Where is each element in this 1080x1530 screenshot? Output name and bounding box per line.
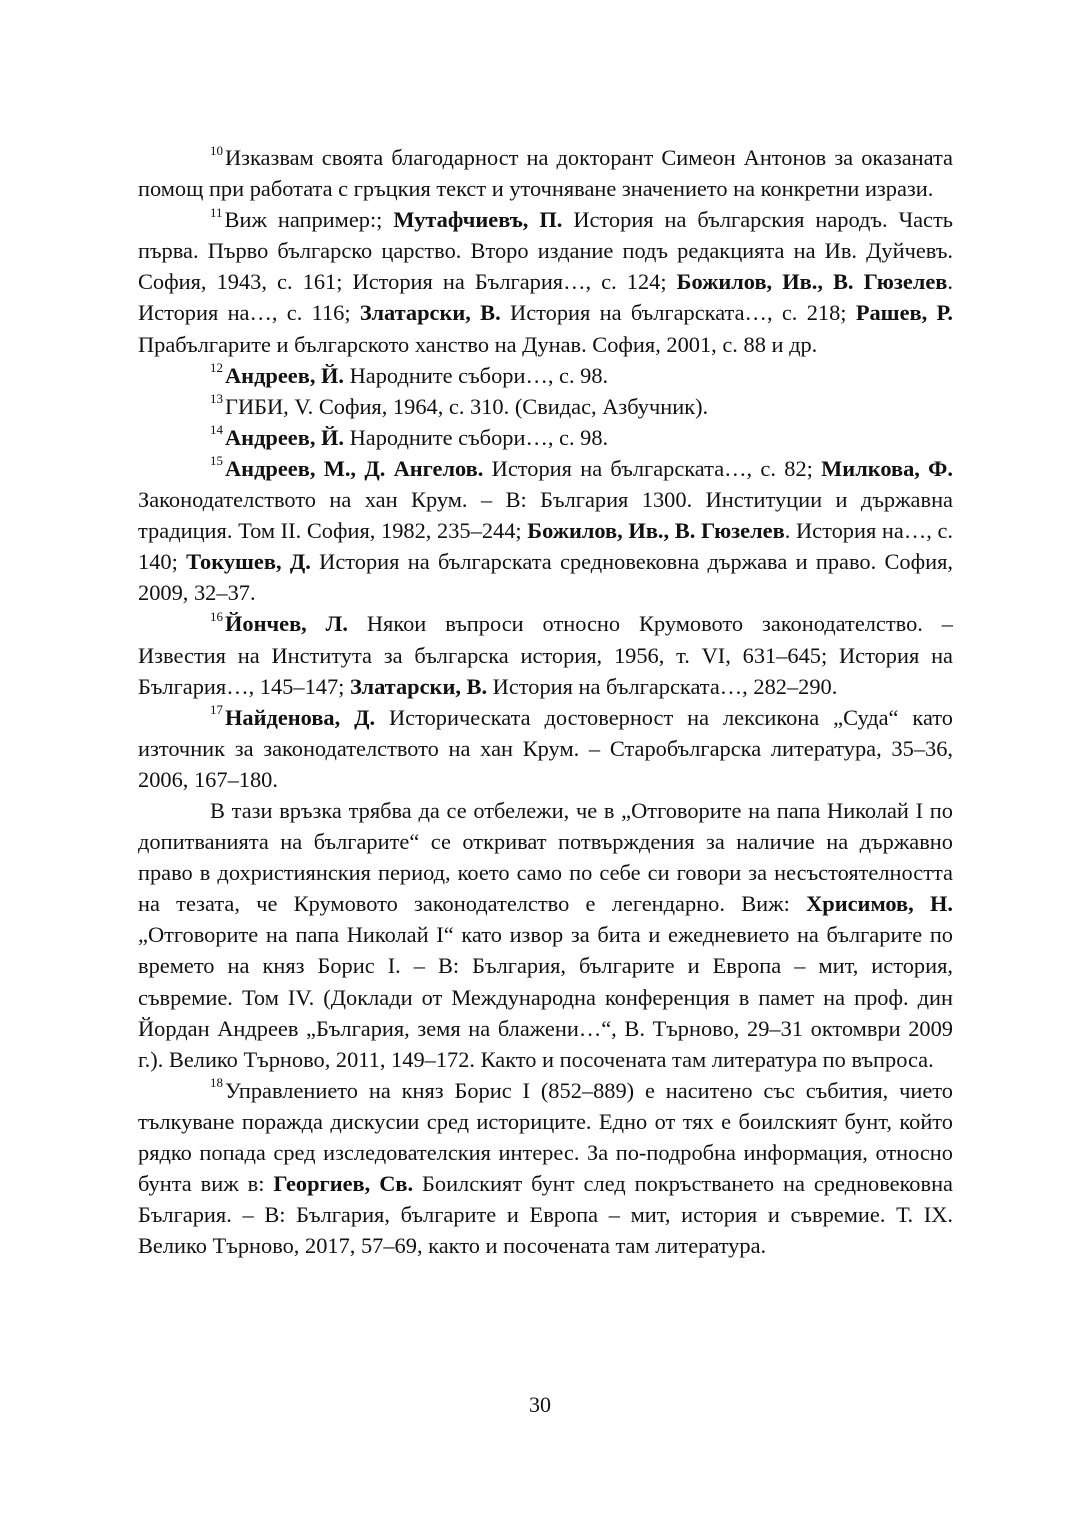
footnote-text: Народните събори…, с. 98.	[344, 424, 609, 450]
author-name: Божилов, Ив., В. Гюзелев	[676, 269, 948, 295]
footnote-number: 17	[210, 702, 223, 718]
footnote-11	[138, 204, 953, 359]
footnote-number: 18	[210, 1075, 223, 1091]
author-name: Мутафчиевъ, П.	[393, 207, 563, 233]
footnote-number: 12	[210, 360, 223, 376]
footnote-15	[138, 453, 953, 608]
author-name: Божилов, Ив., В. Гюзелев	[527, 518, 785, 544]
author-name: Милкова, Ф.	[821, 455, 953, 481]
author-name: Андреев, М., Д. Ангелов.	[225, 455, 484, 481]
page-number: 30	[529, 1392, 551, 1417]
footnote-text: Историческата достоверност на лексикона „Суда“ като източник за законодателството на хан Крум. – Старобългарска литература, 35–36, 2006, 167–180.	[138, 704, 953, 792]
footnote-17	[138, 702, 953, 795]
footnote-number: 13	[210, 391, 223, 407]
footnote-text: История на българската…, с. 218;	[500, 300, 856, 326]
footnote-text: . История на…, с. 140;	[138, 518, 953, 575]
footnote-18	[138, 1075, 953, 1262]
author-name: Андреев, Й.	[225, 362, 345, 388]
author-name: Найденова, Д.	[225, 704, 376, 730]
footnote-text: История на българския народъ. Часть първа. Първо българско царство. Второ издание подъ редакцията на Ив. Дуйчевъ. София, 1943, с. 161; История на България…, с. 124;	[138, 207, 953, 295]
footnote-number: 10	[210, 142, 223, 158]
author-name: Хрисимов, Н.	[806, 891, 953, 917]
footnotes-block	[138, 142, 953, 1261]
footnote-14	[138, 422, 953, 453]
footnote-text: В тази връзка трябва да се отбележи, че в „Отговорите на папа Николай I по допитванията на българите“ се откриват потвърждения за наличие на държавно право в дохристиянския период, което само по себе си говори за несъстоятелността на тезата, че Крумовото законодателство е легендарно. Виж:	[138, 797, 953, 917]
author-name: Токушев, Д.	[186, 549, 311, 575]
footnote-text: История на българската…, с. 82;	[483, 455, 822, 481]
footnote-number: 15	[210, 453, 223, 469]
footnote-text: История на българската…, 282–290.	[487, 673, 838, 699]
footnote-10	[138, 142, 953, 204]
author-name: Андреев, Й.	[225, 424, 345, 450]
footnote-text: Управлението на княз Борис I (852–889) е наситено със събития, чието тълкуване поражда дискусии сред историците. Едно от тях е боилският бунт, който рядко попада сред изследователския интерес. За по-подробна информация, относно бунта виж в:	[138, 1077, 953, 1197]
footnote-16	[138, 608, 953, 701]
footnote-number: 11	[210, 204, 223, 220]
footnote-number: 14	[210, 422, 223, 438]
footnote-text: „Отговорите на папа Николай I“ като извор за бита и ежедневието на българите по времето на княз Борис I. – В: България, българите и Европа – мит, история, съвремие. Том IV. (Доклади от Международна конференция в памет на проф. дин Йордан Андреев „България, земя на блажени…“, В. Търново, 29–31 октомври 2009 г.). Велико Търново, 2011, 149–172. Както и посочената там литература по въпроса.	[138, 922, 953, 1072]
footnote-text: Изказвам своята благодарност на докторант Симеон Антонов за оказаната помощ при работата с гръцкия текст и уточняване значението на конкретни изрази.	[138, 145, 953, 202]
footnote-17-continuation	[138, 795, 953, 1075]
footnote-text: История на българската средновековна държава и право. София, 2009, 32–37.	[138, 549, 953, 606]
footnote-text: Законодателството на хан Крум. – В: България 1300. Институции и държавна традиция. Том II. София, 1982, 235–244;	[138, 487, 953, 544]
author-name: Рашев, Р.	[855, 300, 953, 326]
footnote-12	[138, 360, 953, 391]
footnote-text: Народните събори…, с. 98.	[344, 362, 609, 388]
author-name: Георгиев, Св.	[273, 1171, 414, 1197]
footnote-text: ГИБИ, V. София, 1964, с. 310. (Свидас, Азбучник).	[225, 393, 709, 419]
footnote-13	[138, 391, 953, 422]
footnote-text: Боилският бунт след покръстването на средновековна България. – В: България, българите и Европа – мит, история и съвремие. Т. IX. Велико Търново, 2017, 57–69, както и посочената там литература.	[138, 1171, 953, 1259]
footnote-text: . История на…, с. 116;	[138, 269, 953, 326]
author-name: Йончев, Л.	[225, 611, 348, 637]
author-name: Златарски, В.	[359, 300, 501, 326]
footnote-text: Виж например:;	[224, 207, 394, 233]
footnote-text: Някои въпроси относно Крумовото законодателство. – Известия на Института за българска история, 1956, т. VI, 631–645; История на България…, 145–147;	[138, 611, 953, 699]
footnote-number: 16	[210, 608, 223, 624]
footnote-text: Прабългарите и българското ханство на Дунав. София, 2001, с. 88 и др.	[138, 331, 818, 357]
author-name: Златарски, В.	[349, 673, 488, 699]
